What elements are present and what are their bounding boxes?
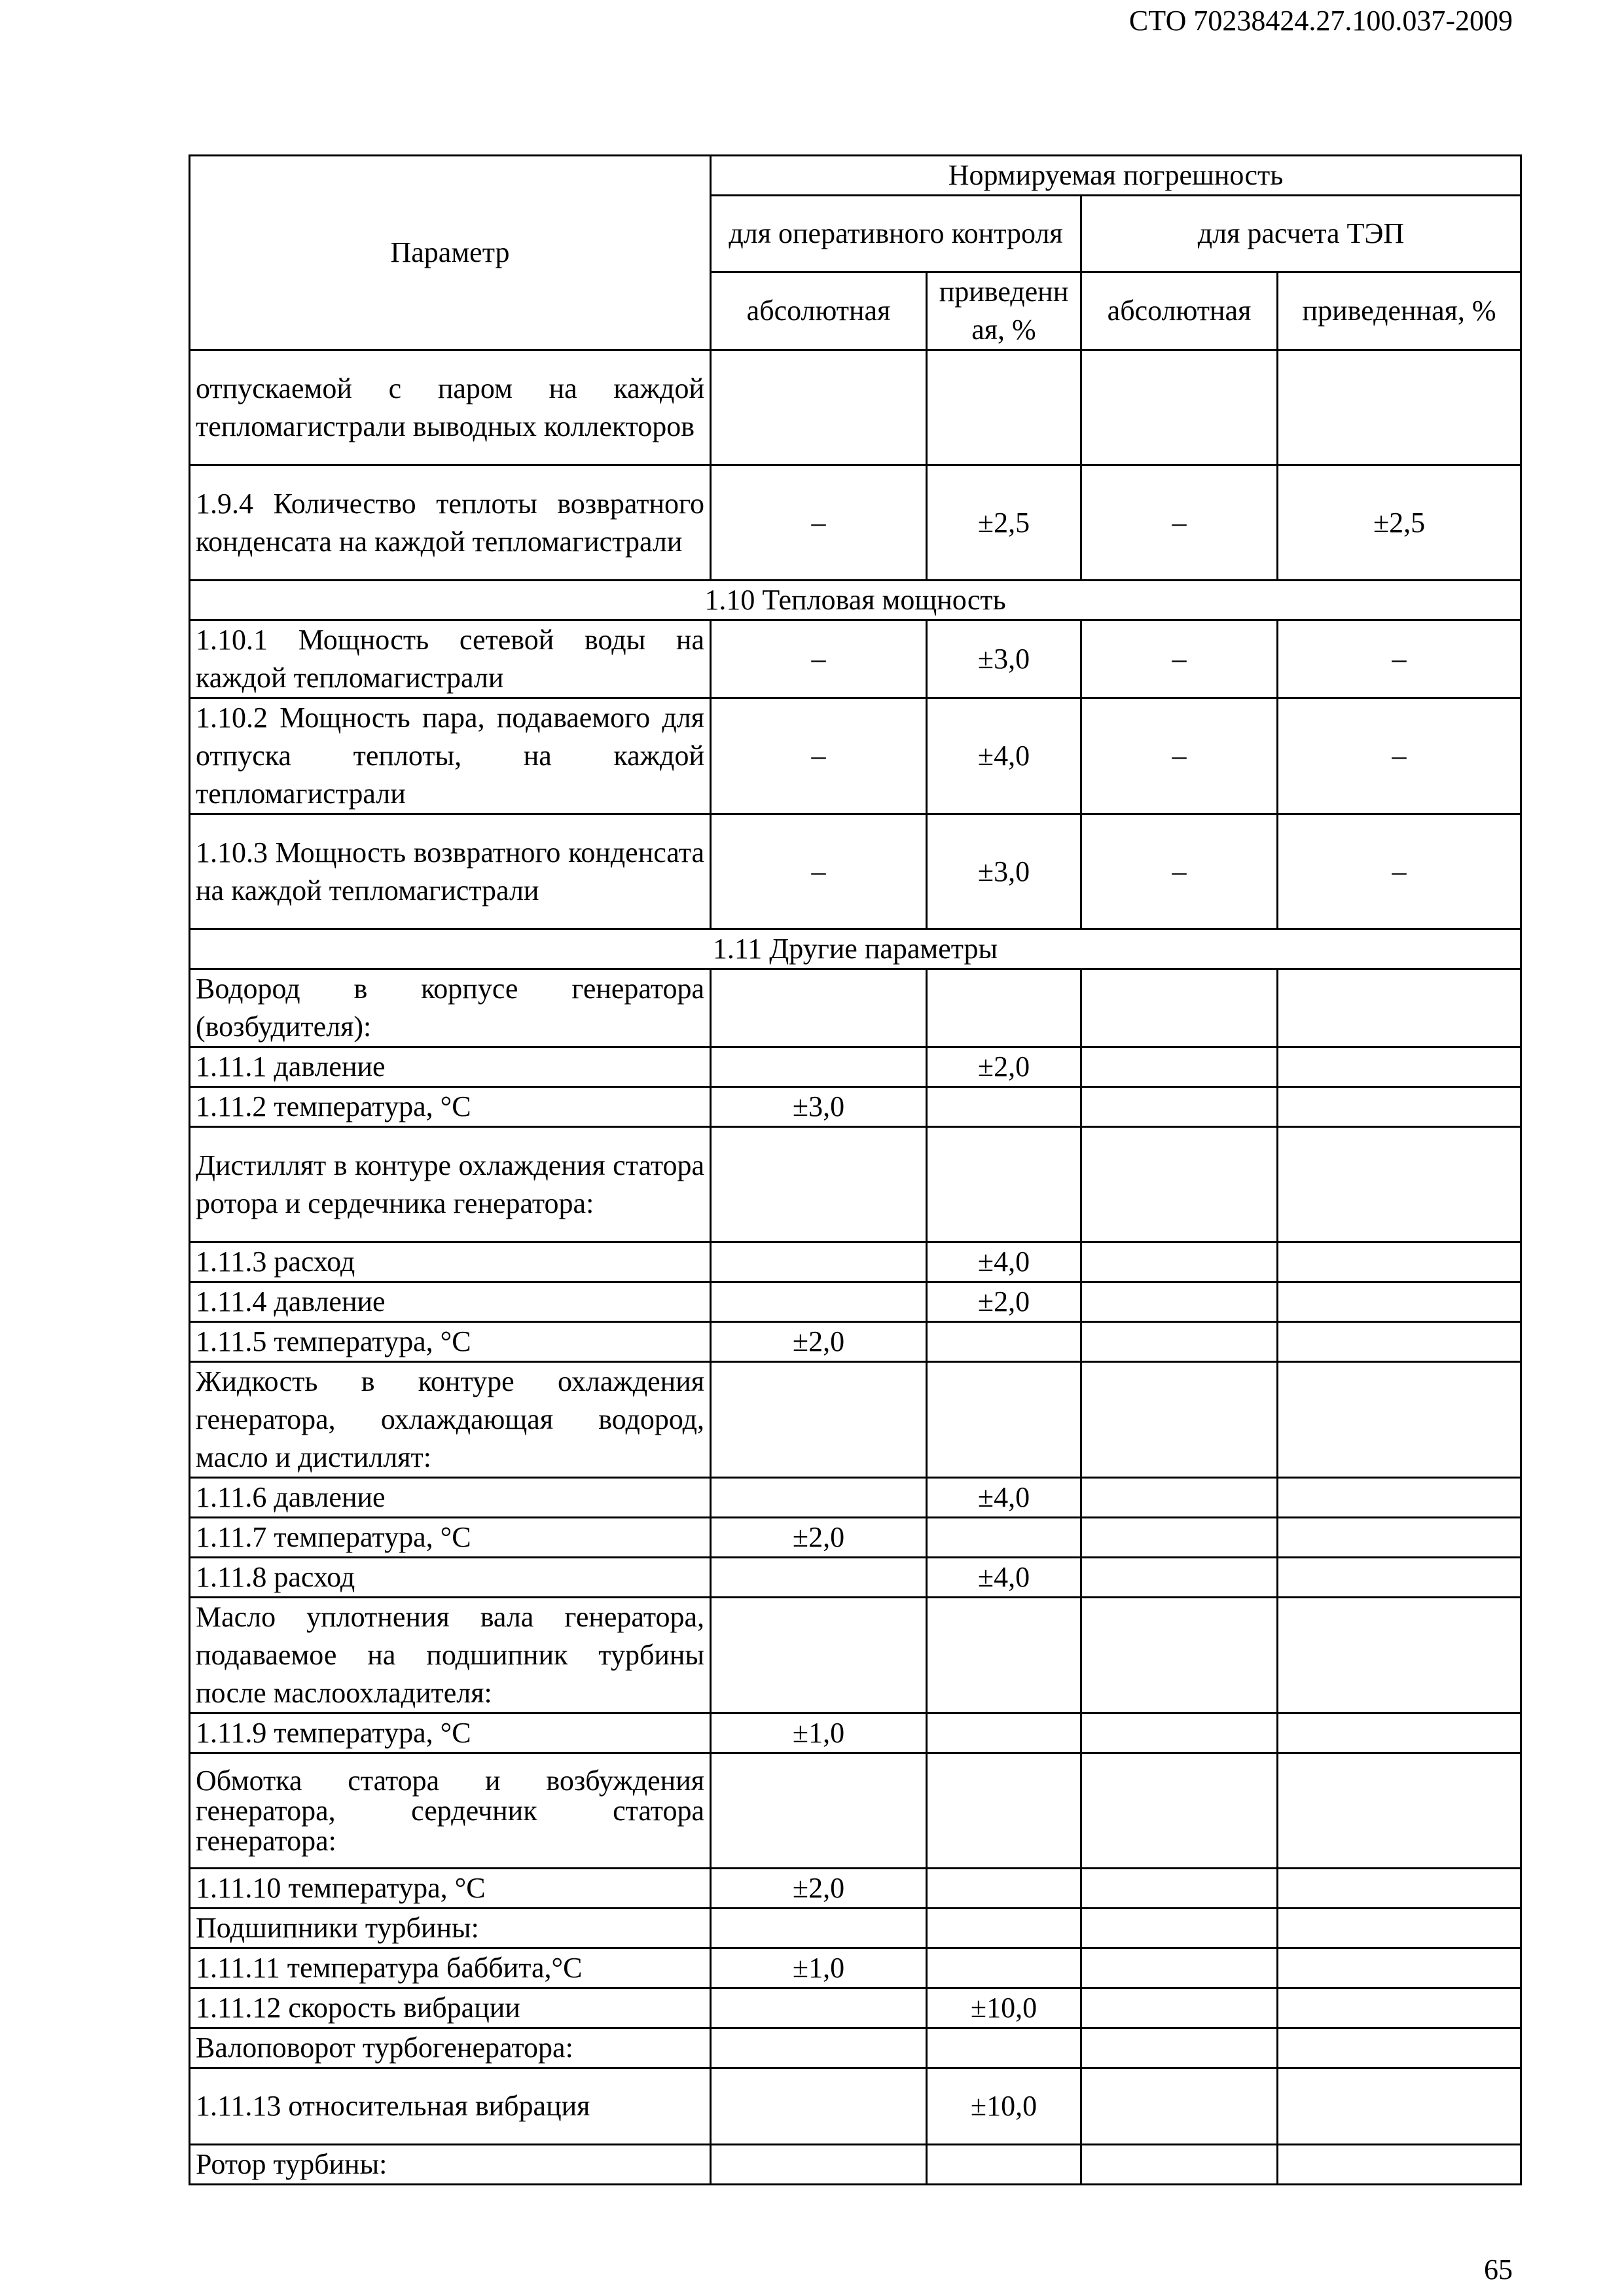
abs-operational-cell <box>711 1558 927 1598</box>
page-number: 65 <box>1484 2253 1513 2286</box>
table-row <box>190 2028 1521 2068</box>
abs-operational-cell <box>711 1047 927 1087</box>
abs-operational-cell <box>711 1753 927 1869</box>
abs-tep-cell <box>1081 1518 1278 1558</box>
header-tep-calculation: для расчета ТЭП <box>1081 196 1521 272</box>
param-cell: Водород в корпусе генератора (возбудителя): <box>190 969 711 1047</box>
section-heading: 1.11 Другие параметры <box>190 929 1521 969</box>
table-row <box>190 1047 1521 1087</box>
param-cell: 1.10.2 Мощность пара, подаваемого для отпуска теплоты, на каждой тепломагистрали <box>190 698 711 814</box>
rel-tep-cell <box>1278 1362 1521 1478</box>
table-row <box>190 1322 1521 1362</box>
rel-operational-cell <box>927 1598 1081 1713</box>
rel-tep-cell <box>1278 1127 1521 1242</box>
param-cell: 1.11.4 давление <box>190 1282 711 1322</box>
abs-tep-cell: – <box>1081 814 1278 929</box>
param-cell: 1.11.7 температура, °С <box>190 1518 711 1558</box>
param-cell: 1.11.8 расход <box>190 1558 711 1598</box>
param-cell: Валоповорот турбогенератора: <box>190 2028 711 2068</box>
abs-tep-cell <box>1081 1598 1278 1713</box>
header-parameter: Параметр <box>190 156 711 350</box>
rel-operational-cell <box>927 1713 1081 1753</box>
abs-operational-cell: – <box>711 620 927 698</box>
rel-tep-cell <box>1278 1909 1521 1948</box>
rel-operational-cell: ±10,0 <box>927 2068 1081 2145</box>
rel-tep-cell <box>1278 2028 1521 2068</box>
abs-tep-cell <box>1081 1127 1278 1242</box>
rel-operational-cell: ±4,0 <box>927 1478 1081 1518</box>
abs-tep-cell <box>1081 1869 1278 1909</box>
rel-operational-cell <box>927 1127 1081 1242</box>
abs-tep-cell <box>1081 1948 1278 1988</box>
abs-operational-cell <box>711 1362 927 1478</box>
rel-operational-cell <box>927 1362 1081 1478</box>
header-absolute-tep: абсолютная <box>1081 272 1278 350</box>
rel-tep-cell <box>1278 1242 1521 1282</box>
abs-tep-cell <box>1081 2068 1278 2145</box>
abs-tep-cell <box>1081 969 1278 1047</box>
header-absolute-operational: абсолютная <box>711 272 927 350</box>
rel-operational-cell <box>927 1322 1081 1362</box>
rel-tep-cell <box>1278 350 1521 465</box>
table-row <box>190 1598 1521 1713</box>
param-cell: 1.11.12 скорость вибрации <box>190 1988 711 2028</box>
table-row <box>190 1869 1521 1909</box>
rel-tep-cell <box>1278 1988 1521 2028</box>
abs-operational-cell: – <box>711 465 927 581</box>
abs-tep-cell <box>1081 1282 1278 1322</box>
abs-tep-cell <box>1081 2028 1278 2068</box>
rel-operational-cell: ±10,0 <box>927 1988 1081 2028</box>
rel-operational-cell <box>927 2145 1081 2185</box>
table-row <box>190 1948 1521 1988</box>
table-row <box>190 1753 1521 1869</box>
table-row <box>190 2145 1521 2185</box>
abs-tep-cell <box>1081 1047 1278 1087</box>
abs-operational-cell <box>711 1988 927 2028</box>
section-heading: 1.10 Тепловая мощность <box>190 581 1521 620</box>
param-cell: Ротор турбины: <box>190 2145 711 2185</box>
param-cell: 1.11.1 давление <box>190 1047 711 1087</box>
rel-tep-cell <box>1278 1558 1521 1598</box>
table-row <box>190 1362 1521 1478</box>
rel-operational-cell: ±2,0 <box>927 1282 1081 1322</box>
param-cell: 1.11.10 температура, °С <box>190 1869 711 1909</box>
rel-operational-cell <box>927 2028 1081 2068</box>
rel-tep-cell <box>1278 969 1521 1047</box>
abs-tep-cell <box>1081 1087 1278 1127</box>
header-operational-control: для оперативного контроля <box>711 196 1081 272</box>
rel-tep-cell <box>1278 2145 1521 2185</box>
table-row <box>190 620 1521 698</box>
abs-tep-cell <box>1081 1558 1278 1598</box>
table-row <box>190 1558 1521 1598</box>
abs-operational-cell <box>711 1282 927 1322</box>
abs-tep-cell <box>1081 2145 1278 2185</box>
table-row <box>190 814 1521 929</box>
abs-operational-cell <box>711 1127 927 1242</box>
abs-operational-cell: ±2,0 <box>711 1869 927 1909</box>
abs-operational-cell <box>711 1478 927 1518</box>
param-cell: 1.11.5 температура, °С <box>190 1322 711 1362</box>
abs-tep-cell: – <box>1081 620 1278 698</box>
rel-operational-cell <box>927 1518 1081 1558</box>
table-row <box>190 1988 1521 2028</box>
rel-operational-cell <box>927 1753 1081 1869</box>
rel-tep-cell <box>1278 1282 1521 1322</box>
abs-operational-cell <box>711 1242 927 1282</box>
header-reduced-operational: приведенн ая, % <box>927 272 1081 350</box>
error-norms-table <box>189 154 1522 2185</box>
rel-tep-cell <box>1278 1047 1521 1087</box>
param-cell: Подшипники турбины: <box>190 1909 711 1948</box>
param-cell: 1.10.1 Мощность сетевой воды на каждой тепломагистрали <box>190 620 711 698</box>
abs-tep-cell <box>1081 1753 1278 1869</box>
abs-tep-cell <box>1081 1988 1278 2028</box>
rel-operational-cell: ±4,0 <box>927 1242 1081 1282</box>
param-cell: 1.11.11 температура баббита,°С <box>190 1948 711 1988</box>
table-row <box>190 1087 1521 1127</box>
param-cell: Жидкость в контуре охлаждения генератора, охлаждающая водород, масло и дистиллят: <box>190 1362 711 1478</box>
rel-operational-cell <box>927 1087 1081 1127</box>
abs-tep-cell <box>1081 1909 1278 1948</box>
rel-tep-cell <box>1278 1753 1521 1869</box>
rel-operational-cell <box>927 1869 1081 1909</box>
abs-operational-cell: – <box>711 814 927 929</box>
table-row <box>190 1127 1521 1242</box>
section-row <box>190 581 1521 620</box>
rel-operational-cell: ±3,0 <box>927 620 1081 698</box>
table-row <box>190 969 1521 1047</box>
abs-tep-cell <box>1081 1478 1278 1518</box>
table-row <box>190 1909 1521 1948</box>
rel-tep-cell: ±2,5 <box>1278 465 1521 581</box>
rel-tep-cell <box>1278 1478 1521 1518</box>
abs-operational-cell <box>711 2145 927 2185</box>
rel-operational-cell <box>927 1948 1081 1988</box>
rel-operational-cell <box>927 969 1081 1047</box>
rel-tep-cell: – <box>1278 620 1521 698</box>
param-cell: 1.11.9 температура, °С <box>190 1713 711 1753</box>
rel-operational-cell: ±2,0 <box>927 1047 1081 1087</box>
table-row <box>190 1242 1521 1282</box>
abs-operational-cell: ±2,0 <box>711 1518 927 1558</box>
rel-operational-cell: ±2,5 <box>927 465 1081 581</box>
rel-operational-cell: ±4,0 <box>927 698 1081 814</box>
rel-tep-cell <box>1278 1087 1521 1127</box>
rel-operational-cell <box>927 350 1081 465</box>
table-row <box>190 1518 1521 1558</box>
param-cell: Масло уплотнения вала генератора, подаваемое на подшипник турбины после маслоохладителя: <box>190 1598 711 1713</box>
abs-operational-cell <box>711 2068 927 2145</box>
header-reduced-tep: приведенная, % <box>1278 272 1521 350</box>
rel-tep-cell <box>1278 1598 1521 1713</box>
abs-operational-cell <box>711 969 927 1047</box>
param-cell: 1.11.3 расход <box>190 1242 711 1282</box>
document-code: СТО 70238424.27.100.037-2009 <box>1128 5 1513 37</box>
abs-tep-cell <box>1081 1242 1278 1282</box>
rel-tep-cell <box>1278 2068 1521 2145</box>
abs-operational-cell: ±2,0 <box>711 1322 927 1362</box>
param-cell: отпускаемой с паром на каждой тепломагистрали выводных коллекторов <box>190 350 711 465</box>
abs-operational-cell: ±3,0 <box>711 1087 927 1127</box>
param-cell: Дистиллят в контуре охлаждения статора ротора и сердечника генератора: <box>190 1127 711 1242</box>
rel-operational-cell: ±4,0 <box>927 1558 1081 1598</box>
abs-tep-cell <box>1081 1322 1278 1362</box>
param-cell: 1.11.2 температура, °С <box>190 1087 711 1127</box>
rel-tep-cell <box>1278 1948 1521 1988</box>
rel-operational-cell: ±3,0 <box>927 814 1081 929</box>
rel-tep-cell: – <box>1278 698 1521 814</box>
abs-tep-cell <box>1081 1713 1278 1753</box>
section-row <box>190 929 1521 969</box>
param-cell: 1.9.4 Количество теплоты возвратного конденсата на каждой тепломагистрали <box>190 465 711 581</box>
abs-operational-cell: ±1,0 <box>711 1948 927 1988</box>
table-row <box>190 350 1521 465</box>
rel-tep-cell: – <box>1278 814 1521 929</box>
abs-operational-cell <box>711 350 927 465</box>
abs-tep-cell <box>1081 1362 1278 1478</box>
abs-operational-cell <box>711 1598 927 1713</box>
table-row <box>190 1478 1521 1518</box>
table-row <box>190 1282 1521 1322</box>
rel-tep-cell <box>1278 1518 1521 1558</box>
abs-operational-cell: ±1,0 <box>711 1713 927 1753</box>
abs-tep-cell: – <box>1081 465 1278 581</box>
abs-tep-cell: – <box>1081 698 1278 814</box>
param-cell: 1.11.13 относительная вибрация <box>190 2068 711 2145</box>
abs-operational-cell <box>711 1909 927 1948</box>
rel-operational-cell <box>927 1909 1081 1948</box>
header-normalized-error: Нормируемая погрешность <box>711 156 1521 196</box>
param-cell: 1.10.3 Мощность возвратного конденсата на каждой тепломагистрали <box>190 814 711 929</box>
param-cell: 1.11.6 давление <box>190 1478 711 1518</box>
table-row <box>190 1713 1521 1753</box>
abs-operational-cell <box>711 2028 927 2068</box>
abs-operational-cell: – <box>711 698 927 814</box>
table-row <box>190 2068 1521 2145</box>
table-row <box>190 698 1521 814</box>
rel-tep-cell <box>1278 1322 1521 1362</box>
rel-tep-cell <box>1278 1713 1521 1753</box>
abs-tep-cell <box>1081 350 1278 465</box>
param-cell: Обмотка статора и возбуждения генератора, сердечник статора генератора: <box>190 1753 711 1869</box>
table-row <box>190 465 1521 581</box>
rel-tep-cell <box>1278 1869 1521 1909</box>
